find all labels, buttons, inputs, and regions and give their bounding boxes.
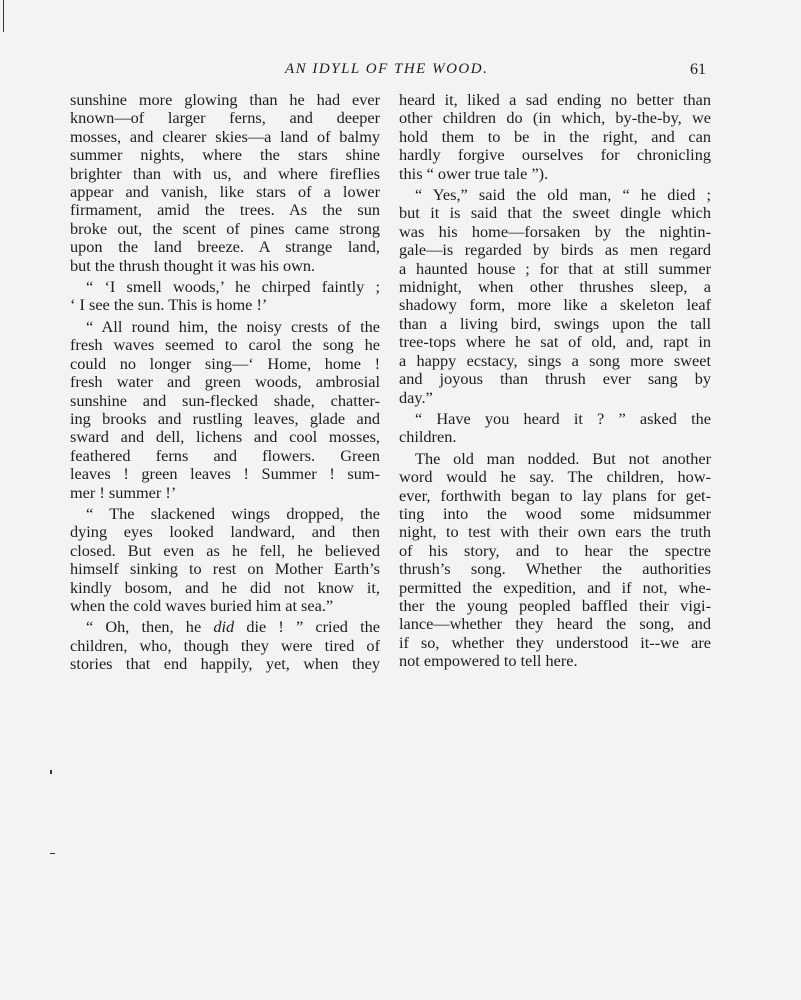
text-line: ‘ I see the sun. This is home !’ [70, 295, 268, 315]
text-line: if so, whether they understood it--we are [399, 632, 711, 652]
text-line: children. [399, 427, 457, 447]
text-line: firmament, amid the trees. As the sun [70, 200, 380, 220]
text-line: upon the land breeze. A strange land, [70, 237, 380, 257]
text-line: a happy ecstacy, sings a song more sweet [399, 350, 711, 370]
text-line: but it is said that the sweet dingle which [399, 203, 711, 223]
text-line: gale—is regarded by birds as men regard [399, 240, 711, 260]
text-line: summer nights, where the stars shine [70, 145, 380, 165]
text-line: “ All round him, the noisy crests of the [86, 316, 380, 336]
text-line: midnight, when other thrushes sleep, a [399, 277, 711, 297]
text-line: of his story, and to hear the spectre [399, 540, 711, 560]
text-line: broke out, the scent of pines came strong [70, 218, 380, 238]
text-line: hardly forgive ourselves for chronicling [399, 145, 711, 165]
text-line: word would he say. The children, how- [399, 467, 711, 487]
text-line: this “ ower true tale ”). [399, 163, 549, 183]
text-line: mosses, and clearer skies—a land of balmy [70, 126, 380, 146]
text-line: when the cold waves buried him at sea.” [70, 595, 334, 615]
text-line: tree-tops where he sat of old, and, rapt in [399, 332, 711, 352]
text-line: appear and vanish, like stars of a lower [70, 182, 380, 202]
text-line: dying eyes looked landward, and then [70, 522, 380, 542]
text-line: kindly bosom, and he did not know it, [70, 577, 380, 597]
page-number: 61 [690, 61, 706, 78]
text-line: than a living bird, swings upon the tall [399, 313, 711, 333]
text-line: day.” [399, 387, 433, 407]
text-line: “ The slackened wings dropped, the [86, 503, 380, 523]
text-line: ting into the wood some midsummer [399, 503, 711, 523]
text-line: ther the young peopled baffled their vigi- [399, 595, 711, 615]
text-line: leaves ! green leaves ! Summer ! sum- [70, 464, 380, 484]
text-line: sunshine and sun-flecked shade, chatter- [70, 390, 380, 410]
text-line: known—of larger ferns, and deeper [70, 108, 380, 128]
text-line: ing brooks and rustling leaves, glade and [70, 408, 380, 428]
scan-edge-mark [3, 0, 4, 32]
text-line: fresh waves seemed to carol the song he [70, 335, 380, 355]
text-line: “ Yes,” said the old man, “ he died ; [415, 185, 711, 205]
text-line: closed. But even as he fell, he believed [70, 540, 380, 560]
text-line: children, who, though they were tired of [70, 635, 380, 655]
text-line: but the thrush thought it was his own. [70, 255, 316, 275]
scan-speck [50, 853, 55, 854]
text-line: was his home—forsaken by the nightin- [399, 221, 711, 241]
text-line: other children do (in which, by-the-by, we [399, 108, 711, 128]
text-line: could no longer sing—‘ Home, home ! [70, 353, 380, 373]
left-text-column [70, 91, 380, 674]
right-text-column [399, 91, 711, 671]
text-line: lance—whether they heard the song, and [399, 614, 711, 634]
text-line: a haunted house ; for that at still summer [399, 258, 711, 278]
text-line: “ ‘I smell woods,’ he chirped faintly ; [86, 277, 380, 297]
text-line: shadowy form, more like a skeleton leaf [399, 295, 711, 315]
scan-speck [50, 770, 52, 774]
running-title: AN IDYLL OF THE WOOD. [285, 61, 489, 77]
text-line: hold them to be in the right, and can [399, 126, 711, 146]
text-line: thrush’s song. Whether the authorities [399, 559, 711, 579]
text-line: sward and dell, lichens and cool mosses, [70, 427, 380, 447]
text-line: permitted the expedition, and if not, whe- [399, 577, 711, 597]
text-line: fresh water and green woods, ambrosial [70, 372, 380, 392]
text-line: ever, forthwith began to lay plans for get- [399, 485, 711, 505]
text-line: night, to test with their own ears the truth [399, 522, 711, 542]
emphasis: did [213, 617, 235, 637]
text-line: brighter than with us, and where fireflies [70, 163, 380, 183]
text-line: himself sinking to rest on Mother Earth’s [70, 559, 380, 579]
text-line: feathered ferns and flowers. Green [70, 445, 380, 465]
text-line: The old man nodded. But not another [415, 448, 711, 468]
text-line: “ Have you heard it ? ” asked the [415, 408, 711, 428]
text-line: stories that end happily, yet, when they [70, 654, 380, 674]
text-line: and joyous than thrush ever sang by [399, 369, 711, 389]
text-line: heard it, liked a sad ending no better than [399, 90, 711, 109]
text-line: mer ! summer !’ [70, 482, 177, 502]
text-line: sunshine more glowing than he had ever [70, 90, 380, 109]
text-line: not empowered to tell here. [399, 651, 578, 671]
text-line: “ Oh, then, he did die ! ” cried the [86, 617, 380, 637]
